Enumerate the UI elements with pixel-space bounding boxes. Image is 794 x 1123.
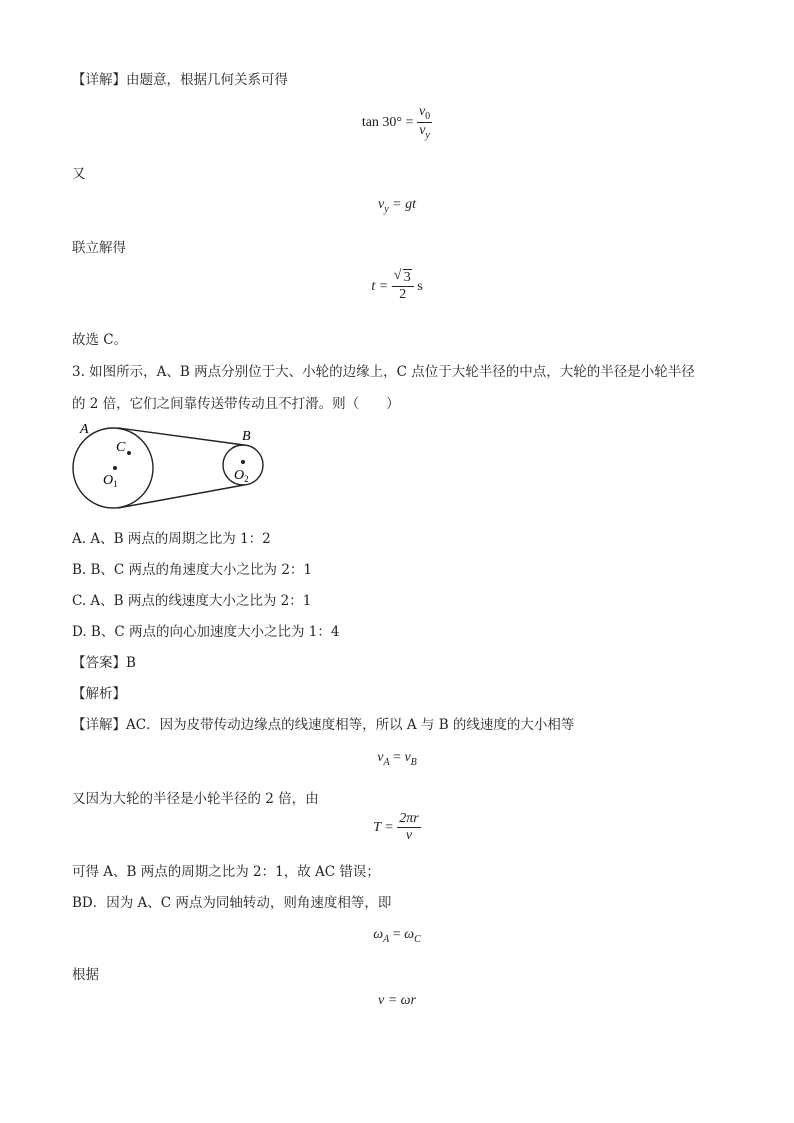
label-o1: $O_1$ (103, 473, 118, 489)
equation-t: t = √ 3 2 s (371, 268, 423, 303)
equation-v: v = ωr (378, 993, 416, 1008)
option-a: A. A、B 两点的周期之比为 1：2 (72, 531, 271, 547)
equation-vy: $v_y$ = gt (377, 197, 416, 215)
label-c: C (116, 440, 126, 455)
equation-omega: $\omega_A = \omega_C$ (373, 927, 421, 945)
analysis-tag: 【解析】 (72, 686, 126, 702)
question-line-1: 3. 如图所示，A、B 两点分别位于大、小轮的边缘上，C 点位于大轮半径的中点，大轮的半径是小轮半径 (72, 364, 695, 380)
o2-point (241, 460, 245, 464)
detail-text: AC．因为皮带传动边缘点的线速度相等，所以 A 与 B 的线速度的大小相等 (126, 717, 575, 733)
answer-line (72, 651, 136, 671)
answer-tag: 【答案】 (72, 655, 126, 671)
label-o2: $O_2$ (234, 468, 249, 484)
fraction: $\frac{2\pi r}{v}$ (399, 811, 419, 844)
detail-line-2 (72, 713, 574, 733)
text-genju: 根据 (72, 967, 99, 983)
option-d: D. B、C 两点的向心加速度大小之比为 1：4 (72, 624, 340, 640)
text-lianli: 联立解得 (72, 240, 126, 256)
equation-vab: $v_A = v_B$ (377, 750, 417, 768)
fraction: √ 3 2 (392, 270, 414, 303)
text-ke: 可得 A、B 两点的周期之比为 2：1，故 AC 错误； (72, 864, 380, 880)
question-line-2: 的 2 倍，它们之间靠传送带传动且不打滑。则（ ） (72, 396, 400, 412)
label-b: B (242, 429, 251, 444)
text-guxuan: 故选 C。 (72, 332, 128, 348)
o1-point (113, 466, 117, 470)
c-point (127, 451, 131, 455)
equation-tan: tan 30° = $\frac{v_0}{v_y}$ (361, 104, 431, 142)
detail-line-1 (72, 68, 288, 88)
fraction: $\frac{v_0}{v_y}$ (418, 104, 431, 142)
option-b: B. B、C 两点的角速度大小之比为 2：1 (72, 562, 313, 578)
detail-tag: 【详解】 (72, 717, 126, 733)
label-a: A (80, 422, 89, 437)
equation-period: T = $\frac{2\pi r}{v}$ (373, 811, 419, 844)
belt-bottom (118, 485, 244, 508)
detail-tag: 【详解】 (72, 72, 126, 88)
pulley-figure (66, 418, 276, 512)
text-you: 又 (72, 166, 86, 182)
answer-value: B (126, 655, 136, 671)
text-big-wheel: 又因为大轮的半径是小轮半径的 2 倍，由 (72, 791, 319, 807)
detail-text: 由题意，根据几何关系可得 (126, 72, 288, 88)
option-c: C. A、B 两点的线速度大小之比为 2：1 (72, 593, 312, 609)
text-bd: BD．因为 A、C 两点为同轴转动，则角速度相等，即 (72, 895, 392, 911)
